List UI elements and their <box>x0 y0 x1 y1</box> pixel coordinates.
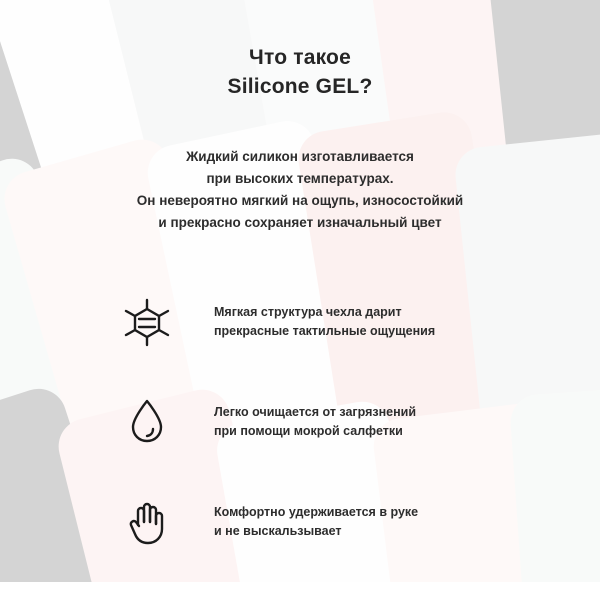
feature-item <box>118 472 540 572</box>
hand-icon <box>118 495 176 549</box>
molecule-icon <box>118 295 176 349</box>
title-line-1: Что такое <box>249 46 351 69</box>
poster-intro <box>0 146 600 233</box>
feature-line-1: Мягкая структура чехла дарит <box>214 304 402 319</box>
feature-text <box>214 303 435 342</box>
intro-line-1: Жидкий силикон изготавливается <box>186 149 414 164</box>
intro-line-4: и прекрасно сохраняет изначальный цвет <box>158 214 442 230</box>
intro-line-3: Он невероятно мягкий на ощупь, износостойкий <box>136 192 464 208</box>
feature-text <box>214 403 416 442</box>
poster-title <box>0 44 600 102</box>
footer-bar <box>0 582 600 600</box>
feature-item <box>118 372 540 472</box>
title-line-2: Silicone GEL? <box>227 74 373 98</box>
feature-line-1: Комфортно удерживается в руке <box>214 504 419 519</box>
water-drop-icon <box>118 395 176 449</box>
feature-list <box>118 272 540 572</box>
feature-line-2: и не выскальзывает <box>214 524 342 538</box>
feature-line-1: Легко очищается от загрязнений <box>214 404 417 419</box>
feature-text <box>214 503 418 542</box>
intro-line-2: при высоких температурах. <box>206 170 394 186</box>
feature-line-2: прекрасные тактильные ощущения <box>214 324 436 338</box>
feature-line-2: при помощи мокрой салфетки <box>214 424 403 438</box>
feature-item <box>118 272 540 372</box>
